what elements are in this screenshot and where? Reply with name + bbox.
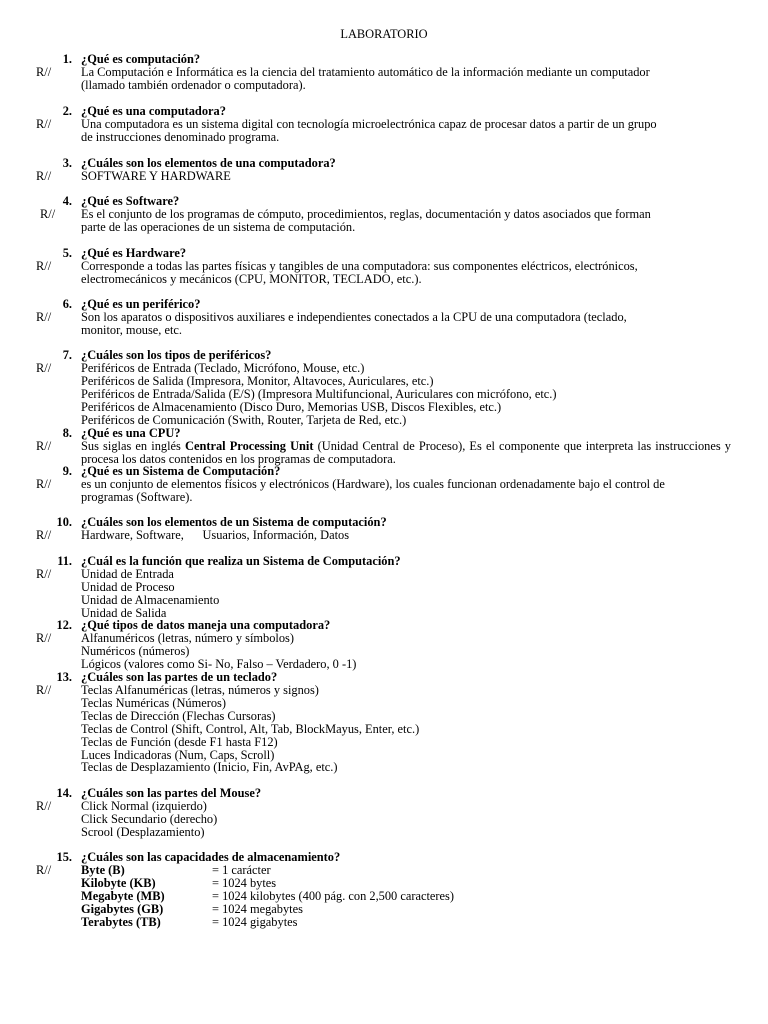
answer-line: Hardware, Software, Usuarios, Información, Datos (81, 528, 350, 542)
answer-line: Periféricos de Salida (Impresora, Monitor, Altavoces, Auriculares, etc.) (81, 373, 434, 388)
question-number: 15. (56, 850, 72, 864)
question-number: 6. (62, 297, 72, 311)
question-number: 7. (62, 348, 72, 362)
answer-line: programas (Software). (81, 489, 193, 504)
answer-line: Scrool (Desplazamiento) (81, 824, 205, 839)
answer-line: Corresponde a todas las partes físicas y tangibles de una computadora: sus componentes eléctricos, electrónicos, (81, 259, 638, 273)
answer-text: (Unidad Central de Proceso), Es el componente que interpreta las instrucciones y procesa los datos contenidos en los programas de computadora. (81, 439, 732, 466)
answer-line: Teclas Numéricas (Números) (81, 695, 227, 710)
question-text: ¿Cuáles son los elementos de un Sistema de computación? (81, 515, 387, 529)
question-number: 3. (62, 156, 72, 170)
answer-line: (llamado también ordenador o computadora). (81, 77, 306, 92)
answer (81, 800, 731, 839)
answer-line: Teclas de Dirección (Flechas Cursoras) (81, 708, 276, 723)
answer-paragraph (81, 440, 731, 466)
storage-value: = 1024 megabytes (212, 901, 303, 916)
answer (81, 118, 731, 144)
answer-line: Periféricos de Entrada/Salida (E/S) (Impresora Multifuncional, Auriculares con micrófono, etc.) (81, 386, 557, 401)
storage-row (81, 903, 641, 916)
question-text: ¿Qué es Software? (81, 194, 180, 208)
question-number: 2. (62, 104, 72, 118)
page-title: LABORATORIO (340, 27, 428, 41)
question-text: ¿Qué es un Sistema de Computación? (81, 464, 281, 478)
answer-line: Lógicos (valores como Si- No, Falso – Verdadero, 0 -1) (81, 656, 357, 671)
question-number: 9. (62, 464, 72, 478)
answer-label: R// (36, 528, 52, 542)
answer (81, 529, 731, 542)
storage-value: = 1024 gigabytes (212, 914, 298, 929)
answer-label: R// (36, 310, 52, 324)
question-text: ¿Qué tipos de datos maneja una computadora? (81, 618, 331, 632)
answer-line: Teclas Alfanuméricas (letras, números y signos) (81, 683, 319, 697)
storage-value: = 1 carácter (212, 863, 271, 877)
answer (81, 66, 731, 92)
answer-line: monitor, mouse, etc. (81, 322, 183, 337)
answer-label: R// (36, 477, 52, 491)
question-number: 1. (62, 52, 72, 66)
answer (81, 260, 731, 286)
answer-label: R// (36, 799, 52, 813)
question-number: 4. (62, 194, 72, 208)
storage-row (81, 916, 641, 929)
question-number: 13. (56, 670, 72, 684)
answer-label: R// (36, 567, 52, 581)
storage-value: = 1024 kilobytes (400 pág. con 2,500 caracteres) (212, 888, 454, 903)
answer (81, 208, 731, 234)
question-number: 8. (62, 426, 72, 440)
answer-line: Periféricos de Almacenamiento (Disco Duro, Memorias USB, Discos Flexibles, etc.) (81, 399, 502, 414)
answer-line: Son los aparatos o dispositivos auxiliares e independientes conectados a la CPU de una computadora (teclado, (81, 310, 627, 324)
question-text: ¿Cuáles son los tipos de periféricos? (81, 348, 272, 362)
storage-table (81, 864, 641, 928)
answer-line: electromecánicos y mecánicos (CPU, MONITOR, TECLADO, etc.). (81, 271, 422, 286)
answer-line: Periféricos de Comunicación (Swith, Router, Tarjeta de Red, etc.) (81, 412, 407, 427)
answer-label: R// (36, 65, 52, 79)
answer-line: Unidad de Almacenamiento (81, 592, 220, 607)
answer-emphasis: Central Processing Unit (185, 439, 314, 453)
storage-row (81, 877, 641, 890)
answer-label: R// (36, 259, 52, 273)
question-text: ¿Qué es computación? (81, 52, 201, 66)
storage-value: = 1024 bytes (212, 875, 277, 890)
question-text: ¿Cuáles son los elementos de una computadora? (81, 156, 336, 170)
answer-label: R// (36, 361, 52, 375)
answer-label: R// (36, 863, 52, 877)
question-text: ¿Cuál es la función que realiza un Sistema de Computación? (81, 554, 401, 568)
answer-line: Teclas de Control (Shift, Control, Alt, Tab, BlockMayus, Enter, etc.) (81, 721, 420, 736)
answer-label: R// (36, 631, 52, 645)
answer (81, 478, 731, 504)
answer (81, 311, 731, 337)
question-text: ¿Qué es Hardware? (81, 246, 187, 260)
answer (81, 170, 731, 183)
answer-label: R// (36, 117, 52, 131)
storage-unit: Kilobyte (KB) (81, 875, 156, 890)
question-text: ¿Cuáles son las partes de un teclado? (81, 670, 278, 684)
question-number: 5. (62, 246, 72, 260)
question-text: ¿Cuáles son las partes del Mouse? (81, 786, 262, 800)
question-number: 12. (56, 618, 72, 632)
answer-line: Click Secundario (derecho) (81, 811, 218, 826)
answer (81, 632, 731, 671)
answer-line: es un conjunto de elementos físicos y electrónicos (Hardware), los cuales funcionan ordenadamente bajo el control de (81, 477, 665, 491)
question-number: 14. (56, 786, 72, 800)
storage-unit: Megabyte (MB) (81, 888, 165, 903)
answer-line: parte de las operaciones de un sistema de computación. (81, 219, 356, 234)
answer-line: Luces Indicadoras (Num, Caps, Scroll) (81, 747, 275, 762)
answer-line: Teclas de Función (desde F1 hasta F12) (81, 734, 278, 749)
storage-row (81, 890, 641, 903)
answer-text: Sus siglas en inglés (81, 439, 185, 453)
answer-line: SOFTWARE Y HARDWARE (81, 169, 231, 183)
answer (81, 568, 731, 620)
question-number: 11. (57, 554, 72, 568)
answer-label: R// (36, 169, 52, 183)
answer-line: Teclas de Desplazamiento (Inicio, Fin, AvPAg, etc.) (81, 760, 338, 775)
answer (81, 684, 731, 774)
storage-row (81, 864, 641, 877)
answer-line: Numéricos (números) (81, 643, 190, 658)
question-number: 10. (56, 515, 72, 529)
storage-unit: Byte (B) (81, 863, 125, 877)
question-text: ¿Cuáles son las capacidades de almacenamiento? (81, 850, 341, 864)
answer-line: La Computación e Informática es la ciencia del tratamiento automático de la información mediante un computador (81, 65, 650, 79)
question-text: ¿Qué es una CPU? (81, 426, 181, 440)
answer-line: de instrucciones denominado programa. (81, 129, 280, 144)
answer-label: R// (36, 683, 52, 697)
answer-line: Periféricos de Entrada (Teclado, Micrófono, Mouse, etc.) (81, 361, 365, 375)
answer-line: Una computadora es un sistema digital con tecnología microelectrónica capaz de procesar datos a partir de un grupo (81, 117, 657, 131)
question-text: ¿Qué es una computadora? (81, 104, 226, 118)
answer-label: R// (40, 207, 56, 221)
storage-unit: Terabytes (TB) (81, 914, 161, 929)
answer-label: R// (36, 439, 52, 453)
answer-line: Unidad de Proceso (81, 579, 175, 594)
answer-line: Unidad de Entrada (81, 567, 174, 581)
answer-line: Es el conjunto de los programas de cómputo, procedimientos, reglas, documentación y datos asociados que forman (81, 207, 651, 221)
storage-unit: Gigabytes (GB) (81, 901, 164, 916)
answer (81, 440, 731, 466)
answer-line: Alfanuméricos (letras, número y símbolos) (81, 631, 295, 645)
answer (81, 362, 731, 427)
answer-line: Unidad de Salida (81, 605, 167, 620)
question-text: ¿Qué es un periférico? (81, 297, 201, 311)
answer-line: Click Normal (izquierdo) (81, 799, 207, 813)
